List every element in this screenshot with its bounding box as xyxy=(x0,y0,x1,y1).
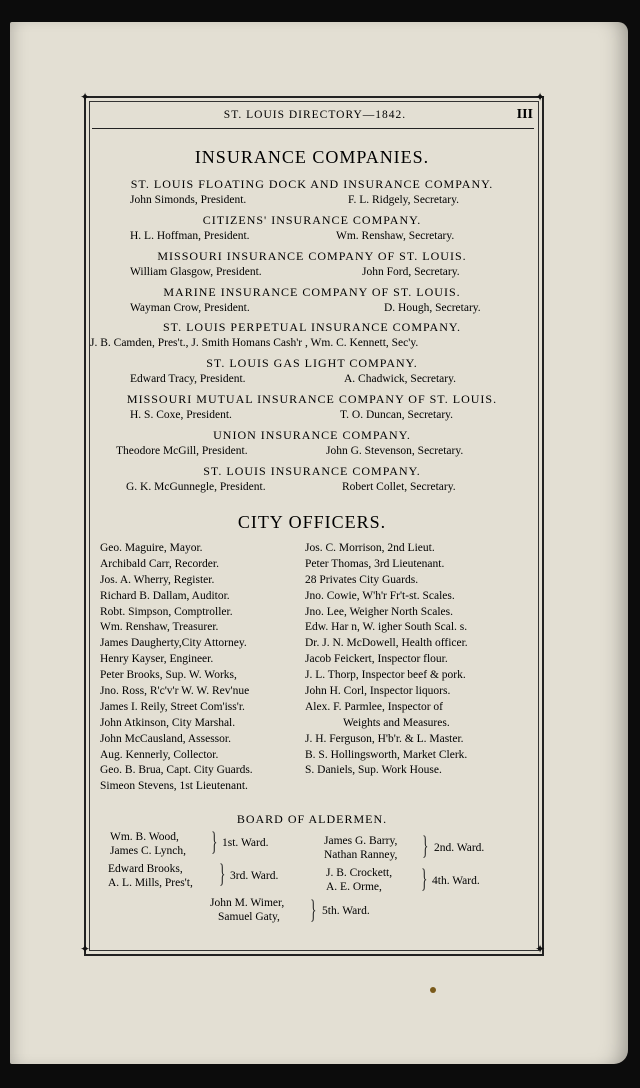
alderman-name: Wm. B. Wood, xyxy=(110,831,179,843)
officer-entry: Wm. Renshaw, Treasurer. xyxy=(100,621,219,634)
brace: } xyxy=(422,831,429,860)
company-name: ST. LOUIS FLOATING DOCK AND INSURANCE COMPANY. xyxy=(130,177,494,191)
border-ornament-top-left: ✦ xyxy=(80,90,91,104)
officer-entry: 28 Privates City Guards. xyxy=(305,573,419,586)
ward-members xyxy=(108,862,193,890)
company-president: H. L. Hoffman, President. xyxy=(130,230,250,242)
company-secretary: A. Chadwick, Secretary. xyxy=(344,373,456,385)
company-president: William Glasgow, President. xyxy=(130,266,262,278)
alderman-name: J. B. Crockett, xyxy=(326,867,393,879)
brace: } xyxy=(421,864,428,893)
ward-label: 4th. Ward. xyxy=(432,875,480,887)
alderman-name: Edward Brooks, xyxy=(108,863,183,875)
border-ornament-top-right: ✦ xyxy=(535,90,546,104)
officer-entry: Peter Brooks, Sup. W. Works, xyxy=(100,669,237,682)
ward-label: 2nd. Ward. xyxy=(434,842,485,854)
header-rule xyxy=(92,128,534,129)
company-name: MISSOURI INSURANCE COMPANY OF ST. LOUIS. xyxy=(157,249,467,263)
company-name: ST. LOUIS GAS LIGHT COMPANY. xyxy=(206,356,418,370)
alderman-name: James C. Lynch, xyxy=(110,845,187,857)
company-name: ST. LOUIS INSURANCE COMPANY. xyxy=(203,464,421,478)
company-president: Wayman Crow, President. xyxy=(130,302,250,314)
officer-entry: Jno. Ross, R'c'v'r W. W. Rev'nue xyxy=(100,685,250,698)
officer-entry: Geo. Maguire, Mayor. xyxy=(100,542,203,554)
ward-label: 3rd. Ward. xyxy=(230,870,279,882)
officer-entry: Henry Kayser, Engineer. xyxy=(100,653,214,666)
alderman-name: A. L. Mills, Pres't, xyxy=(108,877,193,889)
officer-entry: J. H. Ferguson, H'b'r. & L. Master. xyxy=(305,732,464,745)
company-name: UNION INSURANCE COMPANY. xyxy=(213,428,411,442)
company-secretary: T. O. Duncan, Secretary. xyxy=(340,409,454,421)
officer-entry: S. Daniels, Sup. Work House. xyxy=(305,764,442,777)
ward-members xyxy=(110,830,186,858)
officer-entry: Aug. Kennerly, Collector. xyxy=(100,748,219,761)
border-ornament-bottom-left: ✦ xyxy=(80,942,91,956)
officer-entry: James Daugherty,City Attorney. xyxy=(100,637,247,650)
brace: } xyxy=(211,827,218,856)
city-officers-heading: CITY OFFICERS. xyxy=(237,512,387,532)
company-name: MISSOURI MUTUAL INSURANCE COMPANY OF ST. LOUIS. xyxy=(126,392,498,406)
page-number: III xyxy=(516,107,533,122)
company-secretary: Robert Collet, Secretary. xyxy=(342,481,456,493)
company-president: Edward Tracy, President. xyxy=(130,373,246,385)
alderman-name: Samuel Gaty, xyxy=(218,911,280,923)
company-secretary: Wm. Renshaw, Secretary. xyxy=(336,230,455,242)
alderman-name: Nathan Ranney, xyxy=(324,849,398,861)
insurance-heading: INSURANCE COMPANIES. xyxy=(194,147,430,167)
company-secretary: D. Hough, Secretary. xyxy=(384,302,481,314)
company-secretary: John Ford, Secretary. xyxy=(362,266,460,278)
officer-entry: Alex. F. Parmlee, Inspector of xyxy=(305,700,443,713)
officer-entry: John Atkinson, City Marshal. xyxy=(100,716,236,729)
officer-entry: John McCausland, Assessor. xyxy=(100,732,231,745)
officer-entry-continued: Weights and Measures. xyxy=(343,716,450,729)
officer-entry: Geo. B. Brua, Capt. City Guards. xyxy=(100,764,253,777)
company-name: MARINE INSURANCE COMPANY OF ST. LOUIS. xyxy=(163,285,461,299)
company-name: CITIZENS' INSURANCE COMPANY. xyxy=(202,213,422,227)
officer-entry: B. S. Hollingsworth, Market Clerk. xyxy=(305,748,468,761)
city-officers-left-column xyxy=(100,541,253,795)
ward-label: 1st. Ward. xyxy=(222,837,269,849)
company-president: H. S. Coxe, President. xyxy=(130,409,232,421)
officer-entry: Jos. A. Wherry, Register. xyxy=(100,573,215,586)
officer-entry: Jno. Cowie, W'h'r Fr't-st. Scales. xyxy=(305,589,455,602)
officer-entry: Archibald Carr, Recorder. xyxy=(100,557,219,570)
officer-entry: John H. Corl, Inspector liquors. xyxy=(305,685,451,698)
officer-entry: Dr. J. N. McDowell, Health officer. xyxy=(305,637,468,650)
running-header xyxy=(95,107,535,129)
officer-entry: Edw. Har n, W. igher South Scal. s. xyxy=(305,621,468,634)
officer-entry: Peter Thomas, 3rd Lieutenant. xyxy=(305,557,445,570)
brace: } xyxy=(219,859,226,888)
company-officers: J. B. Camden, Pres't., J. Smith Homans Cash'r , Wm. C. Kennett, Sec'y. xyxy=(90,337,419,349)
company-president: Theodore McGill, President. xyxy=(116,445,248,457)
paper-stain xyxy=(430,987,436,993)
ward-members xyxy=(324,834,397,862)
officer-entry: Simeon Stevens, 1st Lieutenant. xyxy=(100,780,248,793)
company-name: ST. LOUIS PERPETUAL INSURANCE COMPANY. xyxy=(162,320,462,334)
border-ornament-bottom-right: ✦ xyxy=(535,942,546,956)
ward-members xyxy=(210,896,284,924)
running-title: ST. LOUIS DIRECTORY—1842. xyxy=(223,109,407,121)
company-secretary: F. L. Ridgely, Secretary. xyxy=(348,194,459,206)
brace: } xyxy=(310,895,317,924)
officer-entry: Richard B. Dallam, Auditor. xyxy=(100,589,230,602)
company-president: G. K. McGunnegle, President. xyxy=(126,481,266,493)
officer-entry: Jacob Feickert, Inspector flour. xyxy=(305,653,448,666)
alderman-name: A. E. Orme, xyxy=(326,881,382,893)
alderman-name: John M. Wimer, xyxy=(210,897,285,909)
ward-label: 5th. Ward. xyxy=(322,905,370,917)
company-president: John Simonds, President. xyxy=(130,194,247,206)
officer-entry: J. L. Thorp, Inspector beef & pork. xyxy=(305,669,466,682)
city-officers-right-column xyxy=(305,541,468,779)
alderman-name: James G. Barry, xyxy=(324,835,398,847)
officer-entry: James I. Reily, Street Com'iss'r. xyxy=(100,700,245,713)
officer-entry: Robt. Simpson, Comptroller. xyxy=(100,605,233,618)
company-secretary: John G. Stevenson, Secretary. xyxy=(326,445,464,457)
aldermen-heading: BOARD OF ALDERMEN. xyxy=(236,812,388,826)
officer-entry: Jos. C. Morrison, 2nd Lieut. xyxy=(305,542,435,554)
officer-entry: Jno. Lee, Weigher North Scales. xyxy=(305,605,454,618)
ward-members xyxy=(326,866,392,894)
